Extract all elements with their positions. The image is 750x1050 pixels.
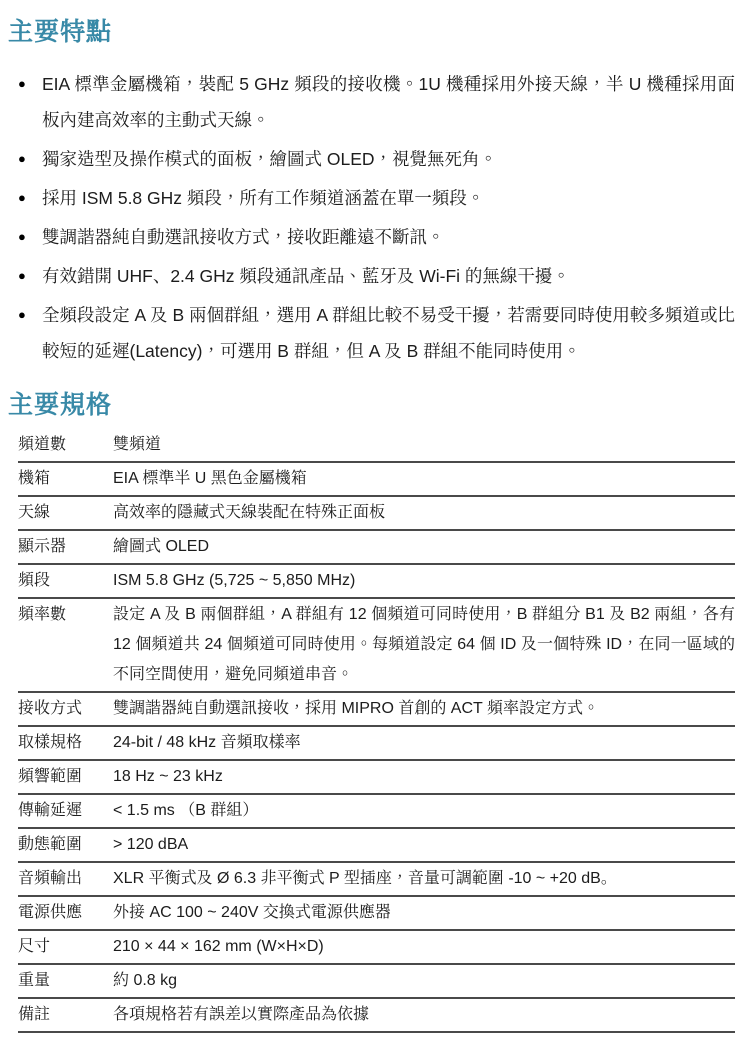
spec-value: 雙調諧器純自動選訊接收，採用 MIPRO 首創的 ACT 頻率設定方式。 (113, 700, 599, 717)
feature-text: 採用 ISM 5.8 GHz 頻段，所有工作頻道涵蓋在單一頻段。 (42, 188, 485, 208)
feature-text: 全頻段設定 A 及 B 兩個群組，選用 A 群組比較不易受干擾，若需要同時使用較多頻道或比較短的延遲(Latency)，可選用 B 群組，但 A 及 B 群組不能同時使用。 (42, 305, 735, 361)
table-row (18, 531, 735, 565)
spec-value: 約 0.8 kg (113, 972, 178, 989)
table-row (18, 599, 735, 693)
spec-value: EIA 標準半 U 黑色金屬機箱 (113, 470, 307, 487)
table-row (18, 863, 735, 897)
spec-value: 雙頻道 (113, 436, 162, 453)
specs-section-title: 主要規格 (8, 391, 113, 419)
spec-value: 24-bit / 48 kHz 音頻取樣率 (113, 734, 301, 751)
spec-value: < 1.5 ms （B 群組） (113, 802, 259, 819)
bullet-icon: ● (18, 76, 26, 91)
feature-list-item (8, 66, 735, 138)
spec-label: 機箱 (18, 470, 51, 487)
table-row (18, 693, 735, 727)
feature-list-item (8, 141, 735, 177)
spec-value: XLR 平衡式及 Ø 6.3 非平衡式 P 型插座，音量可調範圍 -10 ~ +20 dB。 (113, 870, 617, 887)
table-row (18, 429, 735, 463)
spec-label: 天線 (18, 504, 51, 521)
bullet-icon: ● (18, 268, 26, 283)
features-list (8, 66, 735, 369)
bullet-icon: ● (18, 190, 26, 205)
bullet-icon: ● (18, 229, 26, 244)
feature-text: 獨家造型及操作模式的面板，繪圖式 OLED，視覺無死角。 (42, 149, 498, 169)
features-section-title: 主要特點 (8, 18, 113, 46)
spec-label: 電源供應 (18, 904, 83, 921)
table-row (18, 497, 735, 531)
spec-value: 繪圖式 OLED (113, 538, 210, 555)
spec-value: > 120 dBA (113, 836, 189, 853)
feature-list-item (8, 180, 735, 216)
spec-value: 18 Hz ~ 23 kHz (113, 768, 223, 785)
spec-label: 重量 (18, 972, 51, 989)
table-row (18, 965, 735, 999)
feature-list-item (8, 258, 735, 294)
table-row (18, 931, 735, 965)
bullet-icon: ● (18, 151, 26, 166)
table-row (18, 795, 735, 829)
feature-text: 雙調諧器純自動選訊接收方式，接收距離遠不斷訊。 (42, 227, 445, 247)
table-row (18, 829, 735, 863)
table-row (18, 999, 735, 1033)
spec-value: ISM 5.8 GHz (5,725 ~ 5,850 MHz) (113, 572, 356, 589)
feature-text: 有效錯開 UHF、2.4 GHz 頻段通訊產品、藍牙及 Wi-Fi 的無線干擾。 (42, 266, 570, 286)
spec-value: 各項規格若有誤差以實際產品為依據 (113, 1006, 370, 1023)
spec-value: 外接 AC 100 ~ 240V 交換式電源供應器 (113, 904, 391, 921)
spec-label: 顯示器 (18, 538, 67, 555)
bullet-icon: ● (18, 307, 26, 322)
table-row (18, 897, 735, 931)
spec-label: 頻響範圍 (18, 768, 83, 785)
table-row (18, 727, 735, 761)
feature-text: EIA 標準金屬機箱，裝配 5 GHz 頻段的接收機。1U 機種採用外接天線，半 U 機種採用面板內建高效率的主動式天線。 (42, 74, 735, 130)
spec-label: 動態範圍 (18, 836, 83, 853)
spec-label: 音頻輸出 (18, 870, 83, 887)
spec-label: 頻率數 (18, 606, 67, 623)
feature-list-item (8, 297, 735, 369)
spec-label: 頻段 (18, 572, 51, 589)
spec-label: 傳輸延遲 (18, 802, 83, 819)
spec-table (18, 429, 735, 1033)
spec-value: 210 × 44 × 162 mm (W×H×D) (113, 938, 324, 955)
spec-value: 高效率的隱藏式天線裝配在特殊正面板 (113, 504, 386, 521)
spec-value: 設定 A 及 B 兩個群組，A 群組有 12 個頻道可同時使用，B 群組分 B1 及 B2 兩組，各有 12 個頻道共 24 個頻道可同時使用。每頻道設定 64 個 ID 及一個特殊 ID，在同一區域的不同空間使用，避免同頻道串音。 (113, 606, 735, 683)
spec-label: 備註 (18, 1006, 51, 1023)
table-row (18, 463, 735, 497)
spec-label: 接收方式 (18, 700, 83, 717)
spec-label: 取樣規格 (18, 734, 83, 751)
spec-label: 頻道數 (18, 436, 67, 453)
table-row (18, 761, 735, 795)
feature-list-item (8, 219, 735, 255)
spec-label: 尺寸 (18, 938, 51, 955)
table-row (18, 565, 735, 599)
